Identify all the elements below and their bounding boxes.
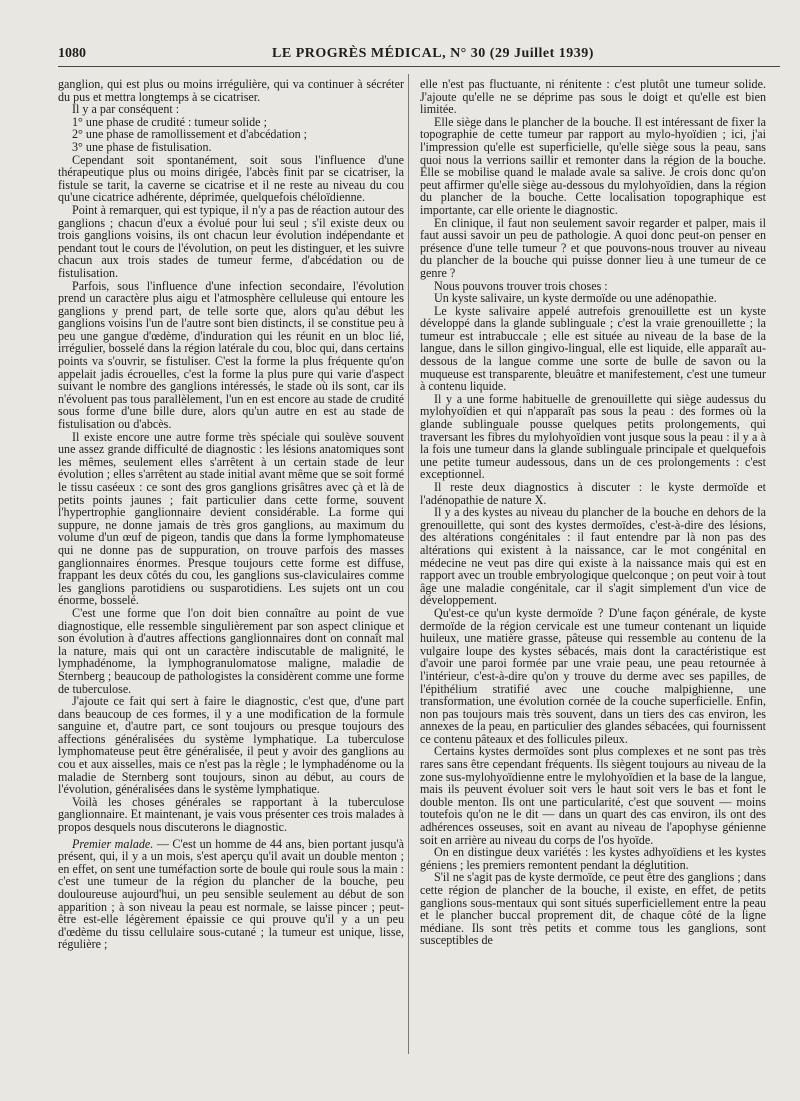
paragraph: C'est une forme que l'on doit bien connaître au point de vue diagnostique, elle ressemble singulièrement par son aspect clinique et son évolution à d'autres affections ganglionnaires dont on connaît mal la nature, mais qui ont un caractère indiscutable de malignité, le lymphadénome, la lymphogranulomatose maligne, maladie de Sternberg ; beaucoup de pathologistes la considèrent comme une forme de tuberculose. — [58, 605, 404, 696]
paragraph: Point à remarquer, qui est typique, il n'y a pas de réaction autour des ganglions ; chacun d'eux a évolué pour lui seul ; s'il existe deux ou trois ganglions voisins, ils ont chacun leur évolution indépendante et pendant tout le cours de l'évolution, on peut les distinguer, et les suivre chacun aux trois stades de tumeur ferme, d'abcédation ou de fistulisation. — [58, 202, 404, 280]
right-column — [420, 78, 766, 947]
paragraph: On en distingue deux variétés : les kystes adhyoïdiens et les kystes géniens ; les premiers remontent pendant la déglutition. — [420, 845, 766, 872]
paragraph: Qu'est-ce qu'un kyste dermoïde ? D'une façon générale, de kyste dermoïde de la région cervicale est une tumeur contenant un liquide huileux, une matière grasse, pâteuse qui ressemble au contenu de la vulgaire loupe des kystes sébacés, mais dont la caractéristique est d'avoir une paroi formée par une vraie peau, une peau retournée à l'intérieur, c'est-à-dire qu'on y trouve du derme avec ses papilles, de l'épithélium stratifié avec une couche malpighienne, une transformation, une évolution cornée de la couche superficielle. Enfin, non pas toujours mais très souvent, dans un tiers des cas environ, les annexes de la peau, en particulier des glandes sébacées, qui fournissent ce contenu pâteaux et des follicules pileux. — [420, 605, 766, 746]
header-rule — [58, 66, 780, 67]
paragraph: Il y a des kystes au niveau du plancher de la bouche en dehors de la grenouillette, qui sont des kystes dermoïdes, c'est-à-dire des lésions, des altérations congénitales : il faut entendre par là non pas des altérations qui existent à la naissance, car le mot congénital en médecine ne veut pas dire qui existe à la naissance mais qui est en rapport avec un trouble embryologique quelconque ; on peut voir à tout âge une maladie congénitale, car il s'agit simplement d'un vice de développement. — [420, 505, 766, 608]
paragraph: J'ajoute ce fait qui sert à faire le diagnostic, c'est que, d'une part dans beaucoup de ces formes, il y a une modification de la formule sanguine et, d'autre part, ce sont toujours ou presque toujours des affections généralisées du système lymphatique. La tuberculose lymphomateuse peut être généralisée, il peut y avoir des ganglions au cou et aux aisselles, mais ce n'est pas la règle ; le lymphadénome ou la maladie de Sternberg sont toujours, sinon au début, au cours de l'évolution, généralisées dans le système lymphatique. — [58, 694, 404, 797]
paragraph: Parfois, sous l'influence d'une infection secondaire, l'évolution prend un caractère plus aigu et l'atmosphère celluleuse qui entoure les ganglions y prend part, de telle sorte que, alors qu'au début les ganglions voisins l'un de l'autre sont bien distincts, il se constitue peu à peu une gangue d'œdème, d'induration qui les réunit en un bloc lié, irrégulier, bosselé dans la région latérale du cou, bloc qui, dans certains points va s'ouvrir, se fistuliser. C'est la forme la plus fréquente qu'on appelait jadis écrouelles, c'est la forme la plus pure qui varie d'aspect suivant le nombre des ganglions intéressés, le stade où ils sont, car ils n'évoluent pas tous parallèlement, l'un en est encore au stade de crudité sous forme d'une bille dure, alors qu'un autre en est au stade de fistulisation ou d'abcès. — [58, 278, 404, 432]
paragraph: Cependant soit spontanément, soit sous l'influence d'une thérapeutique plus ou moins dirigée, l'abcès finit par se cicatriser, la fistule se tarit, la caverne se cicatrise et il ne reste au niveau du cou qu'une cicatrice adhérente, déprimée, quelquefois chéloïdienne. — [58, 152, 404, 205]
paragraph: Il y a une forme habituelle de grenouillette qui siège audessus du mylohyoïdien et qui n'apparaît pas sous la peau : des formes où la glande sublinguale pousse quelques petits prolongements, qui traversant les fibres du mylohyoïdien vont jusque sous la peau : il y a à la fois une tumeur dans la glande sublinguale principale et quelquefois une petite tumeur audessous, dans un de ces prolongements : c'est exceptionnel. — [420, 391, 766, 482]
paragraph: En clinique, il faut non seulement savoir regarder et palper, mais il faut aussi savoir un peu de pathologie. A quoi donc peut-on penser en présence d'une telle tumeur ? et que pouvons-nous trouver au niveau du plancher de la bouche qui puisse donner lieu à une tumeur de ce genre ? — [420, 215, 766, 280]
paragraph: Elle siège dans le plancher de la bouche. Il est intéressant de fixer la topographie de cette tumeur par rapport au mylo-hyoïdien ; ici, j'ai l'impression qu'elle est superficielle, qu'elle siège sous la peau, sans quoi nous la verrions saillir et remonter dans la région de la bouche. Elle se mobilise quand le malade avale sa salive. Je crois donc qu'on peut affirmer qu'elle siège au-dessous du mylohyoïdien, dans la région du plancher de la bouche. Cette localisation topographique est importante, car elle oriente le diagnostic. — [420, 114, 766, 217]
running-title: LE PROGRÈS MÉDICAL, N° 30 (29 Juillet 1939) — [272, 46, 594, 61]
left-column — [58, 78, 404, 951]
column-divider — [408, 74, 409, 1054]
list-item: 2° une phase de ramollissement et d'abcédation ; — [72, 127, 308, 142]
paragraph: Voilà les choses générales se rapportant à la tuberculose ganglionnaire. Et maintenant, je vais vous présenter ces trois malades à propos desquels nous discuterons le diagnostic. — [58, 794, 404, 835]
paragraph: S'il ne s'agit pas de kyste dermoïde, ce peut être des ganglions ; dans cette région de plancher de la bouche, il existe, en effet, de petits ganglions sous-mentaux qui sont situés superficiellement entre la peau et le plancher buccal proprement dit, de chaque côté de la ligne médiane. Ils sont très petits et comme tous les ganglions, sont susceptibles de — [420, 870, 766, 948]
paragraph: Premier malade. — C'est un homme de 44 ans, bien portant jusqu'à présent, qui, il y a un mois, s'est aperçu qu'il avait un double menton ; en effet, on sent une tuméfaction sorte de boule qui roule sous la main : c'est une tumeur de la région du plancher de la bouche, peu douloureuse aujourd'hui, un peu sensible seulement au début de son apparition ; à son niveau la peau est normale, se laisse pincer ; peut-être est-elle légèrement épaissie ce qui prouve qu'il y a un peu d'œdème du tissu cellulaire sous-cutané ; la tumeur est unique, lisse, régulière ; — [58, 836, 404, 952]
paragraph: Certains kystes dermoïdes sont plus complexes et ne sont pas très rares sans être cependant fréquents. Ils siègent toujours au niveau de la zone sus-mylohyoïdienne entre le mylohyoïdien et la base de la langue, mais ils peuvent évoluer soit vers le haut soit vers le bas et font le double menton. Ils ont une particularité, c'est que souvent — moins toutefois qu'on ne le dit — dans un quart des cas environ, ils ont des adhérences osseuses, soit en avant au niveau de l'apophyse génienne soit en arrière au niveau du corps de l'os hyoïde. — [420, 744, 766, 847]
list-item: 3° une phase de fistulisation. — [72, 139, 212, 154]
page-header — [58, 46, 780, 62]
case-heading: Premier malade. — [72, 836, 154, 851]
paragraph: Il reste deux diagnostics à discuter : le kyste dermoïde et l'adénopathie de nature X. — [420, 480, 766, 507]
list-item: 1° une phase de crudité : tumeur solide ; — [72, 114, 267, 129]
paragraph: Il existe encore une autre forme très spéciale qui soulève souvent une assez grande difficulté de diagnostic : les lésions anatomiques sont les mêmes, seulement elles s'arrêtent à un certain stade de leur évolution ; elles s'arrêtent au stade initial avant même que se soit formé le tissu caséeux : ce sont des gros ganglions grisâtres avec çà et là de petits points jaunes ; fait particulier dans cette forme, souvent l'hypertrophie ganglionnaire devient considérable. La forme qui suppure, ne donne jamais de très gros ganglions, au maximum du volume d'un œuf de pigeon, tandis que dans la forme lymphomateuse qui ne donne pas de suppuration, on trouve parfois des masses ganglionnaires énormes. Presque toujours cette forme est diffuse, frappant les deux côtés du cou, les ganglions sus-claviculaires comme les ganglions parotidiens ou susparotidiens. Les sujets ont un cou énorme, bosselé. — [58, 429, 404, 608]
paragraph: Il y a par conséquent : — [72, 102, 180, 117]
paragraph: ganglion, qui est plus ou moins irrégulière, qui va continuer à sécréter du pus et mettra longtemps à se cicatriser. — [58, 77, 404, 104]
page-number: 1080 — [58, 46, 86, 61]
paragraph: Un kyste salivaire, un kyste dermoïde ou une adénopathie. — [434, 291, 717, 306]
paragraph: elle n'est pas fluctuante, ni rénitente : c'est plutôt une tumeur solide. J'ajoute qu'elle ne se déprime pas sous le doigt et qu'elle est bien limitée. — [420, 77, 766, 117]
paragraph: Nous pouvons trouver trois choses : — [434, 278, 608, 293]
paragraph: Le kyste salivaire appelé autrefois grenouillette est un kyste développé dans la glande sublinguale ; c'est la vraie grenouillette ; la tumeur est intrabuccale ; elle est située au niveau de la base de la langue, dans le sillon gingivo-lingual, elle est liquide, elle apparaît au-dessous de la langue comme une sorte de bulle de savon ou la muqueuse est transparente, bleuâtre et manifestement, c'est une tumeur à contenu liquide. — [420, 303, 766, 394]
